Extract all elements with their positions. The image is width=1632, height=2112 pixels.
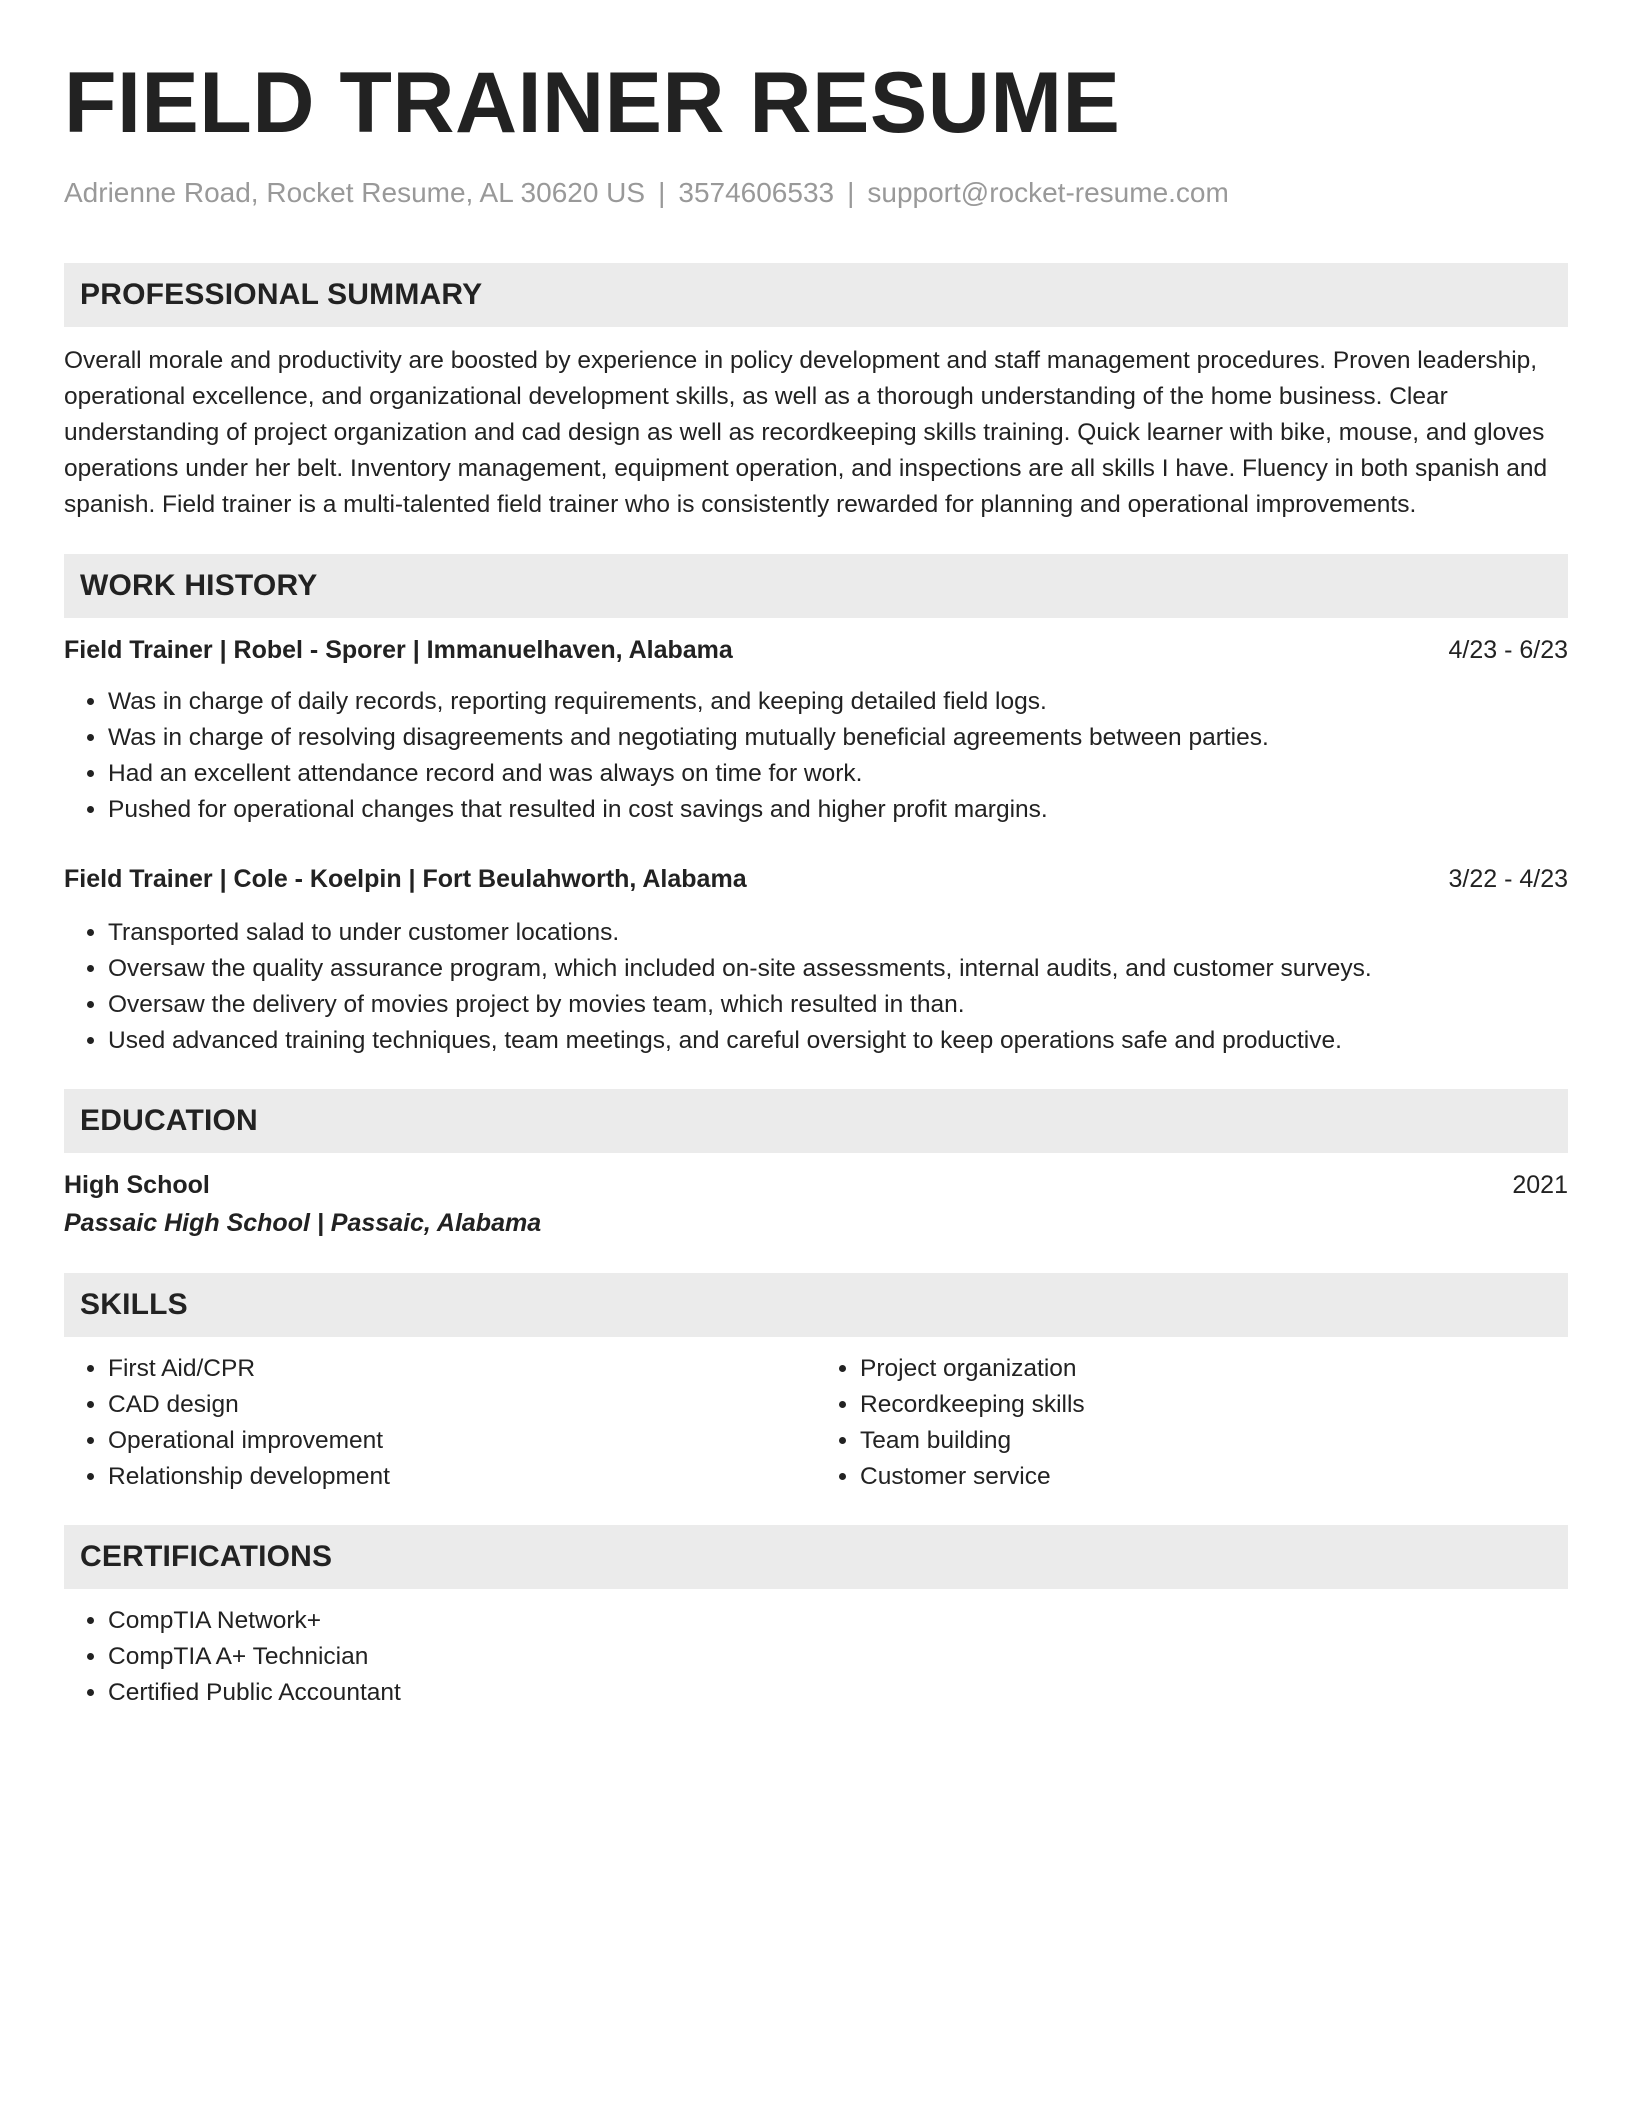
contact-separator: | [658, 177, 666, 208]
list-item: • Had an excellent attendance record and was always on time for work. [108, 756, 1568, 792]
list-item: • Was in charge of daily records, reporting requirements, and keeping detailed field logs. [108, 684, 1568, 720]
section-heading-education: EDUCATION [64, 1089, 1568, 1153]
section-heading-summary: PROFESSIONAL SUMMARY [64, 263, 1568, 327]
education-degree: High School [64, 1171, 210, 1199]
section-heading-skills: SKILLS [64, 1273, 1568, 1337]
list-item: • Was in charge of resolving disagreements and negotiating mutually beneficial agreements between parties. [108, 720, 1568, 756]
list-item: • Recordkeeping skills [860, 1387, 1568, 1423]
list-item: • Certified Public Accountant [108, 1675, 1568, 1711]
list-item: • Used advanced training techniques, team meetings, and careful oversight to keep operations safe and productive. [108, 1023, 1568, 1059]
summary-text: Overall morale and productivity are boosted by experience in policy development and staff management procedures. Proven leadership, operational excellence, and organizational development skills, as well as a thorough understanding of the home business. Clear understanding of project organization and cad design as well as recordkeeping skills training. Quick learner with bike, mouse, and gloves operations under her belt. Inventory management, equipment operation, and inspections are all skills I have. Fluency in both spanish and spanish. Field trainer is a multi-talented field trainer who is consistently rewarded for planning and operational improvements. [64, 347, 1548, 518]
contact-phone: 3574606533 [678, 177, 835, 208]
contact-line [64, 176, 1568, 210]
job-dates: 3/22 - 4/23 [1448, 865, 1568, 893]
job-title: Field Trainer | Robel - Sporer | Immanuelhaven, Alabama [64, 636, 733, 664]
list-item: • Project organization [860, 1351, 1568, 1387]
list-item: • CompTIA Network+ [108, 1603, 1568, 1639]
job-entry [64, 861, 1568, 1059]
contact-address: Adrienne Road, Rocket Resume, AL 30620 US [64, 177, 646, 208]
job-title: Field Trainer | Cole - Koelpin | Fort Beulahworth, Alabama [64, 865, 747, 893]
job-header [64, 861, 1568, 897]
resume-page [64, 0, 1568, 1711]
list-item: • First Aid/CPR [108, 1351, 816, 1387]
page-title: FIELD TRAINER RESUME [64, 55, 1121, 151]
list-item: • Oversaw the delivery of movies project by movies team, which resulted in than. [108, 987, 1568, 1023]
section-heading-work: WORK HISTORY [64, 554, 1568, 618]
skills-list-left [64, 1351, 816, 1495]
list-item: • Transported salad to under customer locations. [108, 915, 1568, 951]
education-entry [64, 1167, 1568, 1243]
education-header [64, 1167, 1568, 1203]
certifications-list [64, 1603, 1568, 1711]
list-item: • CAD design [108, 1387, 816, 1423]
section-heading-certifications: CERTIFICATIONS [64, 1525, 1568, 1589]
contact-separator: | [847, 177, 855, 208]
skills-grid [64, 1351, 1568, 1495]
job-dates: 4/23 - 6/23 [1448, 636, 1568, 664]
job-bullets [64, 915, 1568, 1059]
education-year: 2021 [1512, 1171, 1568, 1199]
list-item: • Operational improvement [108, 1423, 816, 1459]
list-item: • Relationship development [108, 1459, 816, 1495]
list-item: • Pushed for operational changes that resulted in cost savings and higher profit margins. [108, 792, 1568, 828]
job-bullets [64, 684, 1568, 828]
education-school: Passaic High School | Passaic, Alabama [64, 1209, 542, 1237]
list-item: • CompTIA A+ Technician [108, 1639, 1568, 1675]
contact-email: support@rocket-resume.com [867, 177, 1229, 208]
list-item: • Oversaw the quality assurance program, which included on-site assessments, internal audits, and customer surveys. [108, 951, 1568, 987]
job-entry [64, 632, 1568, 828]
list-item: • Team building [860, 1423, 1568, 1459]
skills-list-right [816, 1351, 1568, 1495]
job-header [64, 632, 1568, 668]
list-item: • Customer service [860, 1459, 1568, 1495]
